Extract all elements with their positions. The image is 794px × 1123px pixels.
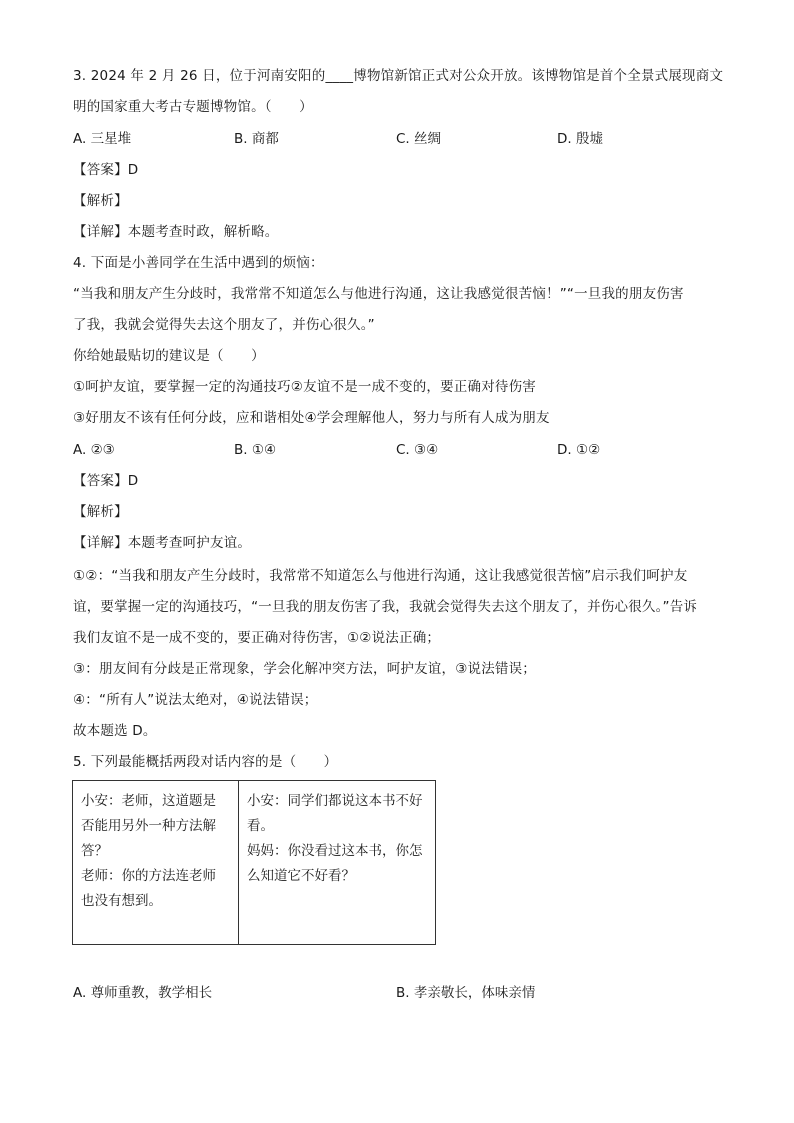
q4-stem-line1: 4. 下面是小善同学在生活中遇到的烦恼： — [73, 255, 324, 271]
q3-stem-line1: 3. 2024 年 2 月 26 日，位于河南安阳的____博物馆新馆正式对公众开放。该博物馆是首个全景式展现商文 — [73, 68, 724, 84]
q3-option-b: B. 商都 — [234, 131, 279, 147]
q4-detail: 【详解】本题考查呵护友谊。 — [73, 535, 252, 551]
q3-answer: 【答案】D — [73, 162, 139, 178]
dialogue-table — [72, 780, 436, 945]
dialogue-cell-mother — [239, 781, 436, 945]
dialogue-cell-teacher — [73, 781, 239, 945]
table-row — [73, 781, 436, 945]
dialogue-line: 答？ — [81, 843, 108, 859]
q4-analysis: 【解析】 — [73, 504, 128, 520]
dialogue-line: 看。 — [247, 818, 274, 834]
q3-detail: 【详解】本题考查时政，解析略。 — [73, 224, 279, 240]
q4-option-d: D. ①② — [557, 442, 601, 458]
q4-answer: 【答案】D — [73, 473, 139, 489]
q5-stem: 5. 下列最能概括两段对话内容的是（ ） — [73, 754, 338, 770]
dialogue-line: 否能用另外一种方法解 — [81, 818, 216, 834]
dialogue-line: 么知道它不好看？ — [247, 868, 355, 884]
q4-option-b: B. ①④ — [234, 442, 277, 458]
q3-analysis: 【解析】 — [73, 193, 128, 209]
q4-stem-line4: 你给她最贴切的建议是（ ） — [73, 348, 265, 364]
q4-option-c: C. ③④ — [396, 442, 439, 458]
q3-option-d: D. 殷墟 — [557, 131, 603, 147]
q4-explanation-line1: ①②：“当我和朋友产生分歧时，我常常不知道怎么与他进行沟通，这让我感觉很苦恼”启示我们呵护友 — [73, 568, 688, 584]
q5-option-b: B. 孝亲敬长，体味亲情 — [396, 985, 536, 1001]
dialogue-line: 也没有想到。 — [81, 893, 162, 909]
q4-stem-line3: 了我，我就会觉得失去这个朋友了，并伤心很久。” — [73, 317, 375, 333]
q4-explanation-line2: 谊，要掌握一定的沟通技巧，“一旦我的朋友伤害了我，我就会觉得失去这个朋友了，并伤心很久。”告诉 — [73, 599, 698, 615]
q4-explanation-line5: ④：“所有人”说法太绝对，④说法错误； — [73, 692, 318, 708]
q4-option-a: A. ②③ — [73, 442, 115, 458]
q3-stem-line2: 明的国家重大考古专题博物馆。（ ） — [73, 99, 313, 115]
dialogue-line: 小安：同学们都说这本书不好 — [247, 793, 423, 809]
q4-stem-line2: “当我和朋友产生分歧时，我常常不知道怎么与他进行沟通，这让我感觉很苦恼！”“一旦我的朋友伤害 — [73, 286, 684, 302]
q4-choice-line1: ①呵护友谊，要掌握一定的沟通技巧②友谊不是一成不变的，要正确对待伤害 — [73, 379, 537, 395]
q3-option-c: C. 丝绸 — [396, 131, 442, 147]
q4-choice-line2: ③好朋友不该有任何分歧，应和谐相处④学会理解他人，努力与所有人成为朋友 — [73, 410, 550, 426]
q4-explanation-line3: 我们友谊不是一成不变的，要正确对待伤害，①②说法正确； — [73, 630, 441, 646]
q4-explanation-line6: 故本题选 D。 — [73, 723, 157, 739]
q5-option-a: A. 尊师重教，教学相长 — [73, 985, 213, 1001]
dialogue-line: 小安：老师，这道题是 — [81, 793, 216, 809]
q4-explanation-line4: ③：朋友间有分歧是正常现象，学会化解冲突方法，呵护友谊，③说法错误； — [73, 661, 537, 677]
dialogue-line: 老师：你的方法连老师 — [81, 868, 216, 884]
q3-option-a: A. 三星堆 — [73, 131, 132, 147]
dialogue-line: 妈妈：你没看过这本书，你怎 — [247, 843, 423, 859]
